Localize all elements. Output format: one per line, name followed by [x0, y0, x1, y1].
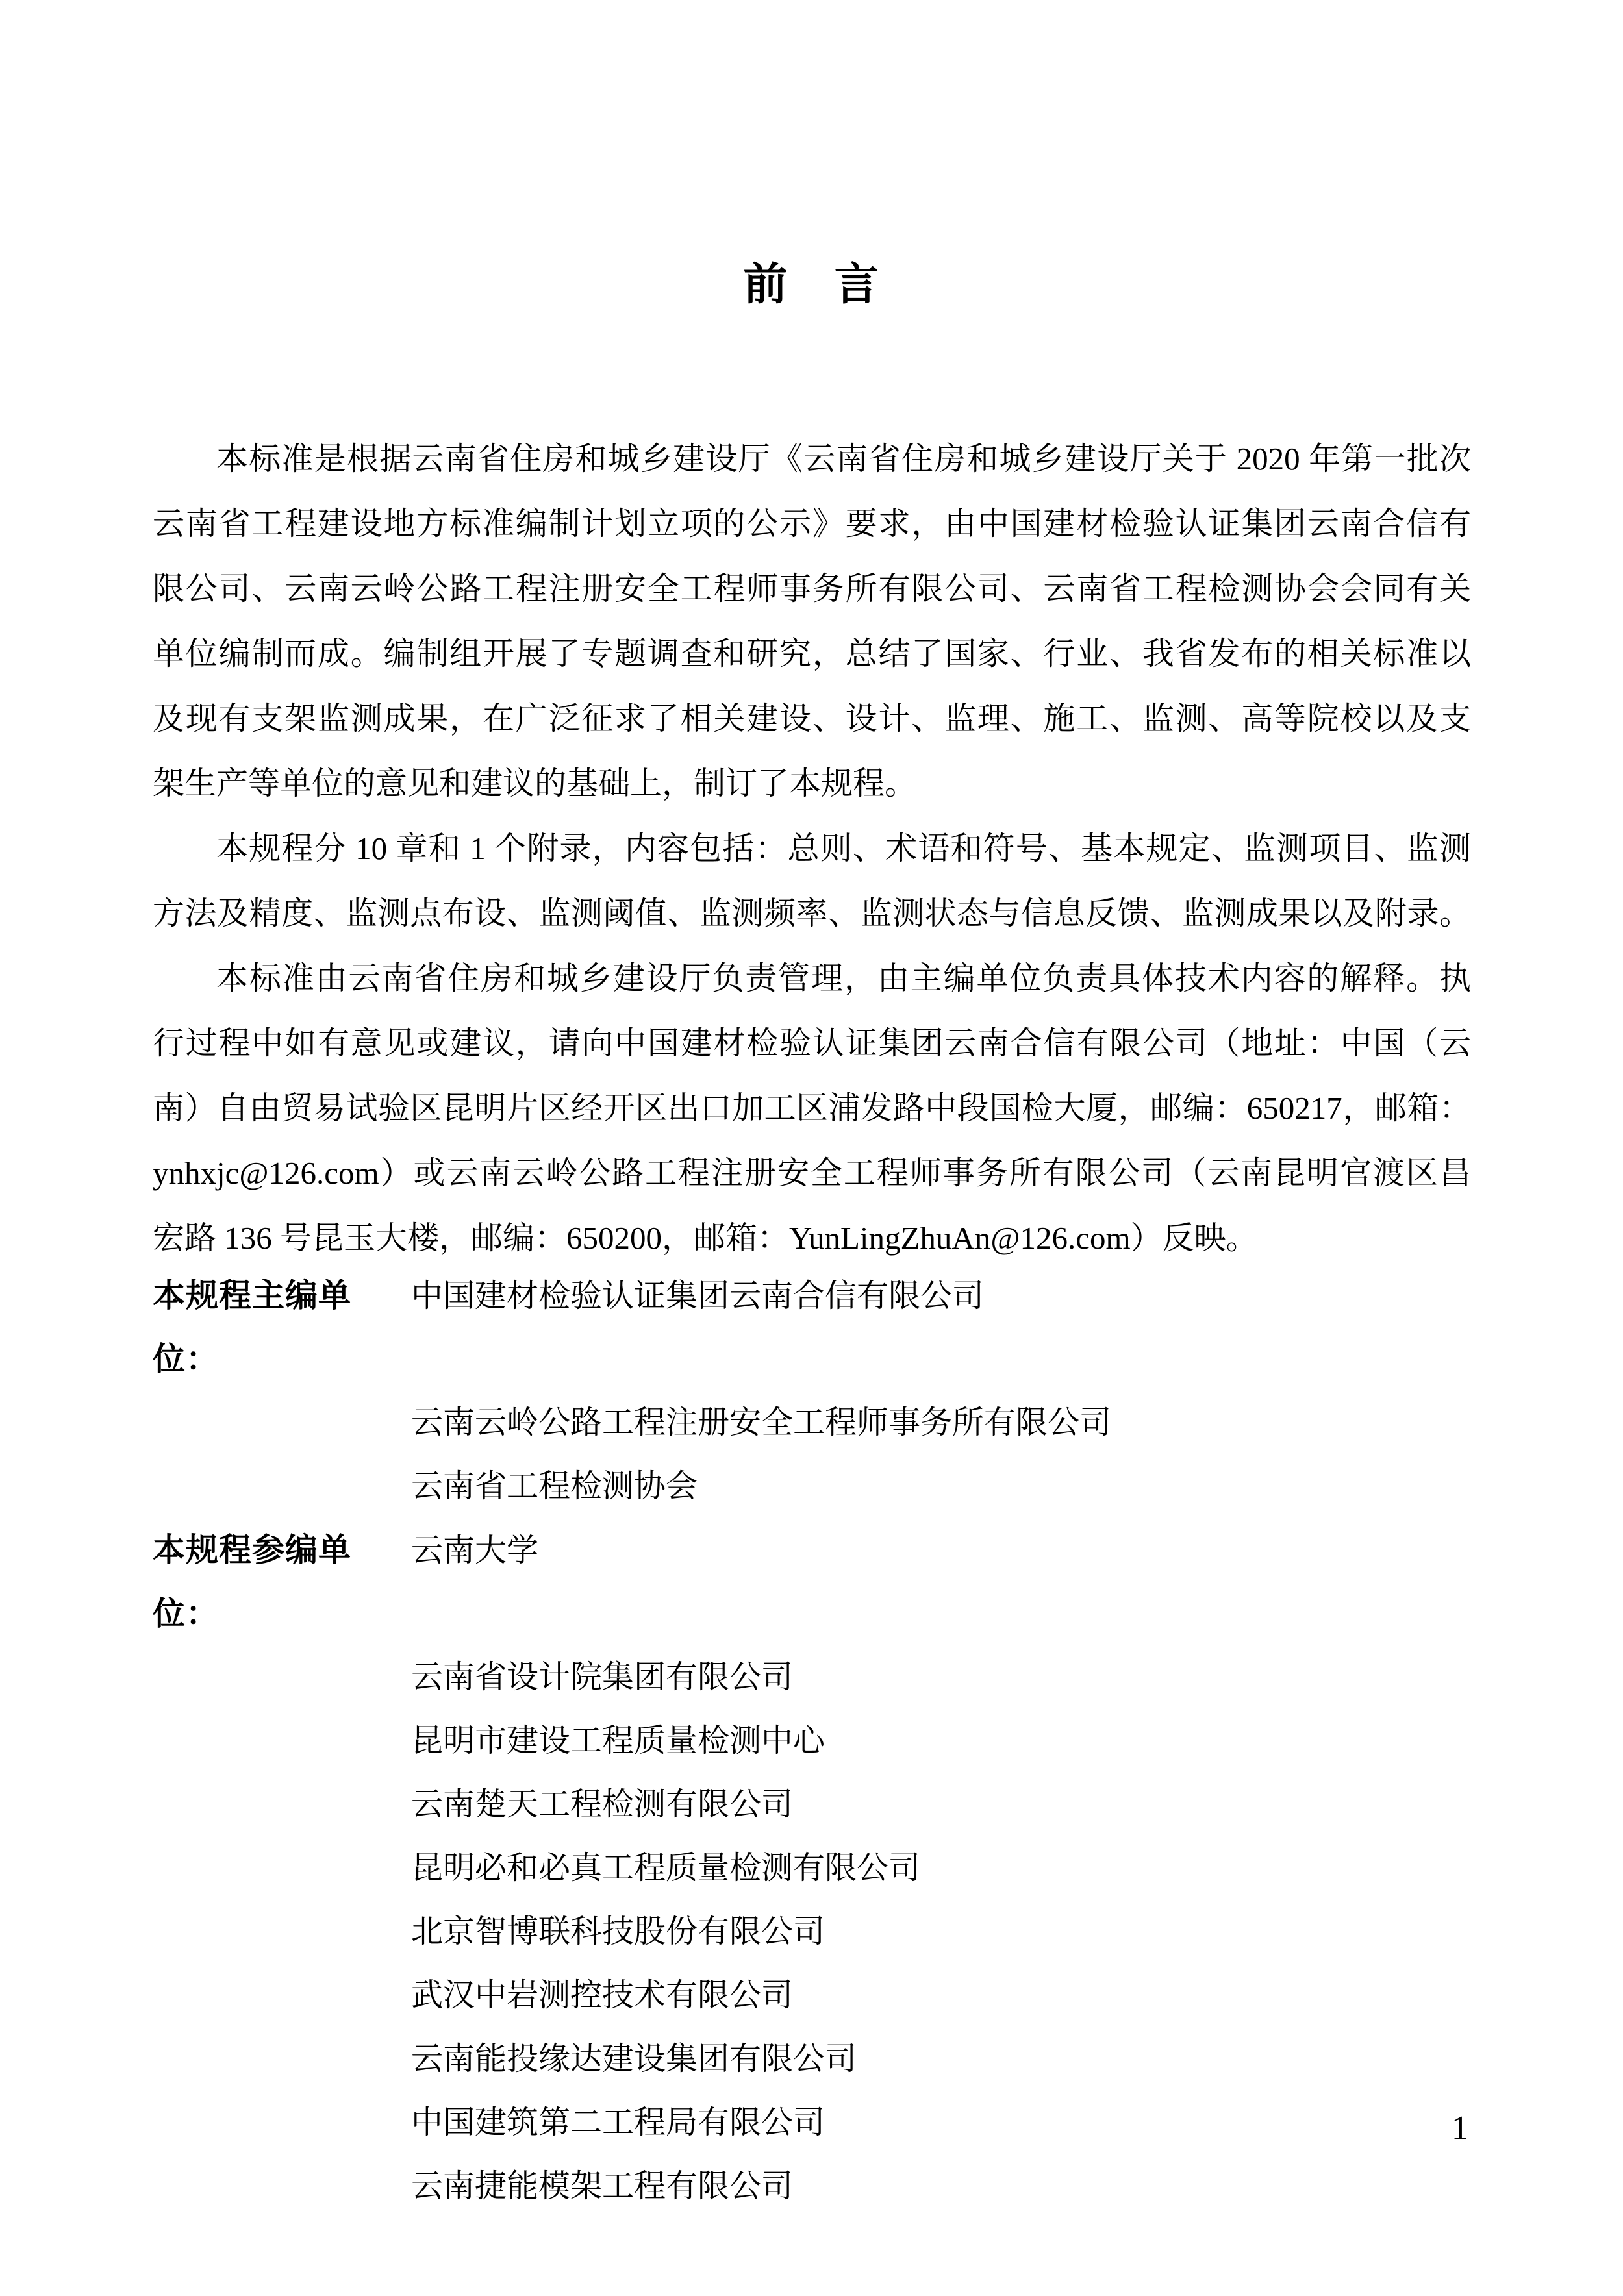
unit-name: 中国建筑第二工程局有限公司 [411, 2104, 825, 2140]
paragraph-line: 架生产等单位的意见和建议的基础上，制订了本规程。 [153, 766, 917, 801]
preface-body [153, 427, 1471, 1271]
paragraph-line: 及现有支架监测成果，在广泛征求了相关建设、设计、监理、施工、监测、高等院校以及支 [153, 701, 1471, 736]
paragraph-line: 云南省工程建设地方标准编制计划立项的公示》要求，由中国建材检验认证集团云南合信有 [153, 506, 1471, 542]
paragraph-line: 本标准由云南省住房和城乡建设厅负责管理，由主编单位负责具体技术内容的解释。执 [216, 960, 1471, 996]
participant-units-row [153, 1518, 1471, 1645]
participant-units-row [153, 1645, 1471, 1709]
chief-units-row [153, 1391, 1471, 1454]
unit-name: 昆明市建设工程质量检测中心 [411, 1723, 825, 1758]
participant-units-row [153, 1709, 1471, 1773]
preface-paragraph-1 [153, 427, 1471, 816]
paragraph-line: 行过程中如有意见或建议，请向中国建材检验认证集团云南合信有限公司（地址：中国（云 [153, 1025, 1471, 1061]
preface-paragraph-3 [153, 946, 1471, 1271]
participant-units-row [153, 2091, 1471, 2154]
paragraph-line: 单位编制而成。编制组开展了专题调查和研究，总结了国家、行业、我省发布的相关标准以 [153, 636, 1471, 671]
paragraph-line: 本标准是根据云南省住房和城乡建设厅《云南省住房和城乡建设厅关于 2020 年第一批次 [216, 441, 1471, 477]
unit-name: 中国建材检验认证集团云南合信有限公司 [411, 1278, 985, 1314]
preface-paragraph-2 [153, 816, 1471, 946]
unit-name: 云南云岭公路工程注册安全工程师事务所有限公司 [411, 1404, 1112, 1440]
chief-units-label: 本规程主编单位： [153, 1277, 351, 1377]
paragraph-line: 方法及精度、监测点布设、监测阈值、监测频率、监测状态与信息反馈、监测成果以及附录。 [153, 895, 1471, 931]
participant-units-row [153, 1836, 1471, 1900]
unit-name: 云南大学 [411, 1532, 539, 1568]
participant-units-row [153, 2154, 1471, 2218]
participant-units-row [153, 1964, 1471, 2027]
unit-name: 北京智博联科技股份有限公司 [411, 1914, 825, 1949]
page-title: 前 言 [743, 260, 880, 309]
chief-units-row [153, 1454, 1471, 1518]
unit-name: 云南省工程检测协会 [411, 1468, 698, 1504]
units-section [153, 1264, 1471, 2218]
paragraph-line: 南）自由贸易试验区昆明片区经开区出口加工区浦发路中段国检大厦，邮编：650217，邮箱： [153, 1090, 1471, 1126]
paragraph-line: 本规程分 10 章和 1 个附录，内容包括：总则、术语和符号、基本规定、监测项目、监测 [216, 830, 1471, 866]
unit-name: 云南楚天工程检测有限公司 [411, 1786, 794, 1822]
unit-name: 武汉中岩测控技术有限公司 [411, 1977, 794, 2013]
paragraph-line: ynhxjc@126.com）或云南云岭公路工程注册安全工程师事务所有限公司（云南昆明官渡区昌 [153, 1155, 1471, 1191]
unit-name: 云南捷能模架工程有限公司 [411, 2168, 794, 2204]
participant-units-row [153, 1773, 1471, 1836]
participant-units-label: 本规程参编单位： [153, 1532, 351, 1632]
chief-units-row [153, 1264, 1471, 1391]
unit-name: 云南能投缘达建设集团有限公司 [411, 2041, 857, 2077]
paragraph-line: 限公司、云南云岭公路工程注册安全工程师事务所有限公司、云南省工程检测协会会同有关 [153, 571, 1471, 606]
paragraph-line: 宏路 136 号昆玉大楼，邮编：650200，邮箱：YunLingZhuAn@126.com）反映。 [153, 1220, 1258, 1256]
page-number: 1 [1452, 2110, 1468, 2147]
participant-units-row [153, 1900, 1471, 1964]
unit-name: 云南省设计院集团有限公司 [411, 1659, 794, 1695]
unit-name: 昆明必和必真工程质量检测有限公司 [411, 1850, 921, 1886]
participant-units-row [153, 2027, 1471, 2091]
